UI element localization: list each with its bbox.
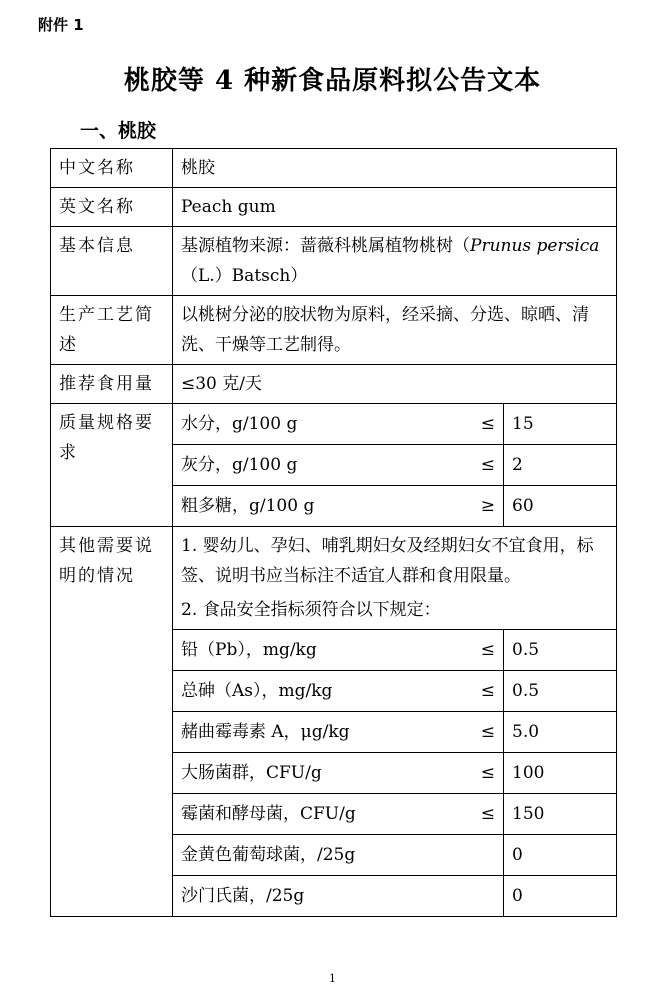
- safety-item-op: [459, 835, 504, 876]
- attachment-label: 附件 1: [38, 16, 84, 34]
- quality-cell: [173, 404, 617, 527]
- basic-info-prefix: 基源植物来源：蔷薇科桃属植物桃树（: [181, 236, 470, 256]
- document-title: 桃胶等 4 种新食品原料拟公告文本: [123, 66, 542, 96]
- label-other: 其他需要说明的情况: [51, 527, 173, 917]
- quality-item-name: 粗多糖，g/100 g: [173, 486, 459, 527]
- row-cn-name: [51, 149, 617, 188]
- page-number: 1: [329, 972, 336, 985]
- safety-item-value: 5.0: [504, 712, 617, 753]
- quality-item-value: 2: [504, 445, 617, 486]
- other-cell: [173, 527, 617, 917]
- latin-genus: Prunus: [470, 236, 532, 256]
- safety-item-name: 赭曲霉毒素 A，μg/kg: [173, 712, 459, 753]
- safety-row: [173, 794, 616, 835]
- latin-species: persica: [536, 236, 600, 256]
- safety-item-value: 0: [504, 876, 617, 917]
- safety-item-value: 100: [504, 753, 617, 794]
- safety-row: [173, 712, 616, 753]
- safety-item-name: 霉菌和酵母菌，CFU/g: [173, 794, 459, 835]
- safety-item-name: 沙门氏菌，/25g: [173, 876, 459, 917]
- label-basic-info: 基本信息: [51, 227, 173, 296]
- safety-row: [173, 671, 616, 712]
- safety-item-name: 大肠菌群，CFU/g: [173, 753, 459, 794]
- other-note-2: 2. 食品安全指标须符合以下规定：: [181, 600, 441, 620]
- row-intake: [51, 365, 617, 404]
- row-quality: [51, 404, 617, 527]
- quality-item-op: ≤: [480, 414, 495, 434]
- safety-item-op: ≤: [459, 712, 504, 753]
- section-heading: 一、桃胶: [80, 120, 157, 142]
- value-basic-info: [173, 227, 617, 296]
- row-en-name: [51, 188, 617, 227]
- safety-item-op: ≤: [459, 753, 504, 794]
- safety-subtable: [173, 629, 616, 916]
- safety-row: [173, 630, 616, 671]
- safety-item-name: 金黄色葡萄球菌，/25g: [173, 835, 459, 876]
- safety-item-op: ≤: [480, 640, 495, 660]
- row-process: [51, 296, 617, 365]
- safety-row: [173, 835, 616, 876]
- quality-row: [173, 445, 616, 486]
- label-en-name: 英文名称: [51, 188, 173, 227]
- value-cn-name: 桃胶: [173, 149, 617, 188]
- row-basic-info: [51, 227, 617, 296]
- safety-item-value: 0.5: [504, 671, 617, 712]
- safety-row: [173, 753, 616, 794]
- quality-item-value: 15: [504, 404, 617, 445]
- value-en-name: Peach gum: [173, 188, 617, 227]
- label-intake: 推荐食用量: [51, 365, 173, 404]
- safety-item-op: [459, 876, 504, 917]
- row-other: [51, 527, 617, 917]
- quality-item-op: ≥: [459, 486, 504, 527]
- other-note-1: 1. 婴幼儿、孕妇、哺乳期妇女及经期妇女不宜食用，标签、说明书应当标注不适宜人群和食用限量。: [181, 536, 594, 586]
- safety-item-op: ≤: [459, 671, 504, 712]
- safety-item-value: 150: [504, 794, 617, 835]
- quality-row: [173, 486, 616, 527]
- quality-subtable: [173, 404, 616, 526]
- label-quality: 质量规格要求: [51, 404, 173, 527]
- safety-item-name: 铅（Pb），mg/kg: [181, 640, 317, 660]
- quality-item-value: 60: [504, 486, 617, 527]
- safety-item-op: ≤: [459, 794, 504, 835]
- quality-row: [173, 404, 616, 445]
- label-process: 生产工艺简述: [51, 296, 173, 365]
- safety-item-value: 0: [504, 835, 617, 876]
- quality-item-op: ≤: [459, 445, 504, 486]
- spec-table: [50, 148, 617, 917]
- value-process: 以桃树分泌的胶状物为原料，经采摘、分选、晾晒、清洗、干燥等工艺制得。: [173, 296, 617, 365]
- quality-item-name: 灰分，g/100 g: [173, 445, 459, 486]
- label-cn-name: 中文名称: [51, 149, 173, 188]
- quality-item-name: 水分，g/100 g: [181, 414, 298, 434]
- value-intake: ≤30 克/天: [173, 365, 617, 404]
- safety-item-value: 0.5: [504, 630, 617, 671]
- safety-row: [173, 876, 616, 917]
- safety-item-name: 总砷（As），mg/kg: [173, 671, 459, 712]
- basic-info-suffix: （L.）Batsch）: [181, 266, 308, 286]
